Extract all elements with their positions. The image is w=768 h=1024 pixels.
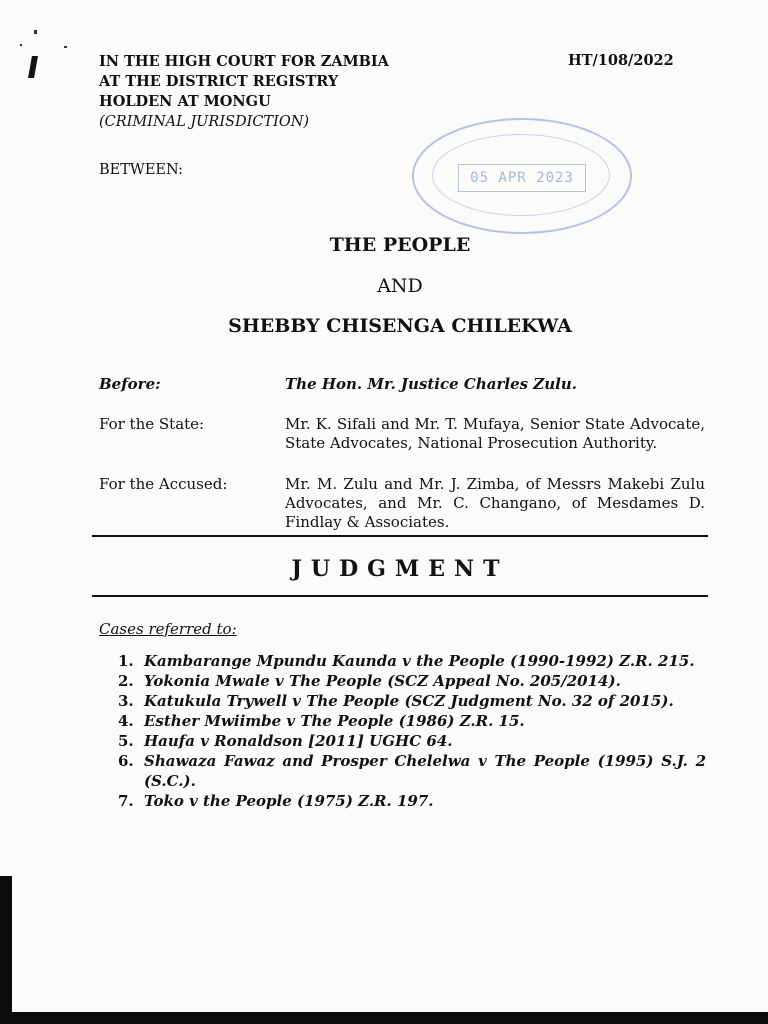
party-prosecution: THE PEOPLE [329, 234, 471, 256]
cases-heading: Cases referred to: [99, 620, 237, 638]
case-citation: Yokonia Mwale v The People (SCZ Appeal No. 205/2014). [144, 672, 621, 690]
court-registry: AT THE DISTRICT REGISTRY [99, 73, 339, 90]
case-item [118, 751, 706, 791]
judge-name: The Hon. Mr. Justice Charles Zulu. [285, 375, 577, 393]
case-number-label: 1. [118, 652, 134, 670]
accused-counsel: Mr. M. Zulu and Mr. J. Zimba, of Messrs Makebi Zulu Advocates, and Mr. C. Changano, of Mesdames D. Findlay & Associates. [285, 475, 705, 531]
case-citation: Kambarange Mpundu Kaunda v the People (1990-1992) Z.R. 215. [144, 652, 695, 670]
stamp-date: 05 APR 2023 [458, 164, 586, 192]
case-item [118, 671, 706, 691]
court-name: IN THE HIGH COURT FOR ZAMBIA [99, 53, 389, 70]
case-citation: Haufa v Ronaldson [2011] UGHC 64. [144, 732, 453, 750]
scan-edge-bottom [0, 1012, 768, 1024]
divider-bottom [92, 595, 708, 597]
jurisdiction: (CRIMINAL JURISDICTION) [99, 114, 310, 130]
party-conjunction: AND [377, 275, 423, 297]
case-number-label: 6. [118, 752, 134, 770]
case-item [118, 651, 706, 671]
case-number-label: 5. [118, 732, 134, 750]
court-header [99, 52, 389, 132]
scan-edge-left [0, 876, 12, 1024]
scan-artifact [64, 46, 67, 48]
between-label: BETWEEN: [99, 162, 184, 178]
scan-artifact [28, 56, 38, 78]
case-number: HT/108/2022 [568, 52, 674, 69]
court-location: HOLDEN AT MONGU [99, 93, 271, 110]
case-item [118, 791, 706, 811]
case-item [118, 711, 706, 731]
before-label: Before: [99, 375, 161, 393]
cases-list [118, 651, 706, 811]
document-title: JUDGMENT [291, 556, 509, 582]
case-number-label: 2. [118, 672, 134, 690]
case-citation: Katukula Trywell v The People (SCZ Judgment No. 32 of 2015). [144, 692, 674, 710]
registry-stamp [412, 118, 632, 234]
divider-top [92, 535, 708, 537]
case-citation: Esther Mwiimbe v The People (1986) Z.R. 15. [144, 712, 525, 730]
case-item [118, 731, 706, 751]
case-number-label: 3. [118, 692, 134, 710]
case-item [118, 691, 706, 711]
case-number-label: 7. [118, 792, 134, 810]
case-citation: Toko v the People (1975) Z.R. 197. [144, 792, 434, 810]
party-accused: SHEBBY CHISENGA CHILEKWA [228, 315, 572, 337]
accused-label: For the Accused: [99, 475, 228, 493]
scan-artifact [34, 30, 37, 34]
case-number-label: 4. [118, 712, 134, 730]
scan-artifact [20, 44, 22, 46]
state-counsel: Mr. K. Sifali and Mr. T. Mufaya, Senior State Advocate, State Advocates, National Prosecution Authority. [285, 415, 705, 452]
case-citation: Shawaza Fawaz and Prosper Chelelwa v The People (1995) S.J. 2 (S.C.). [144, 752, 706, 790]
state-label: For the State: [99, 415, 205, 433]
